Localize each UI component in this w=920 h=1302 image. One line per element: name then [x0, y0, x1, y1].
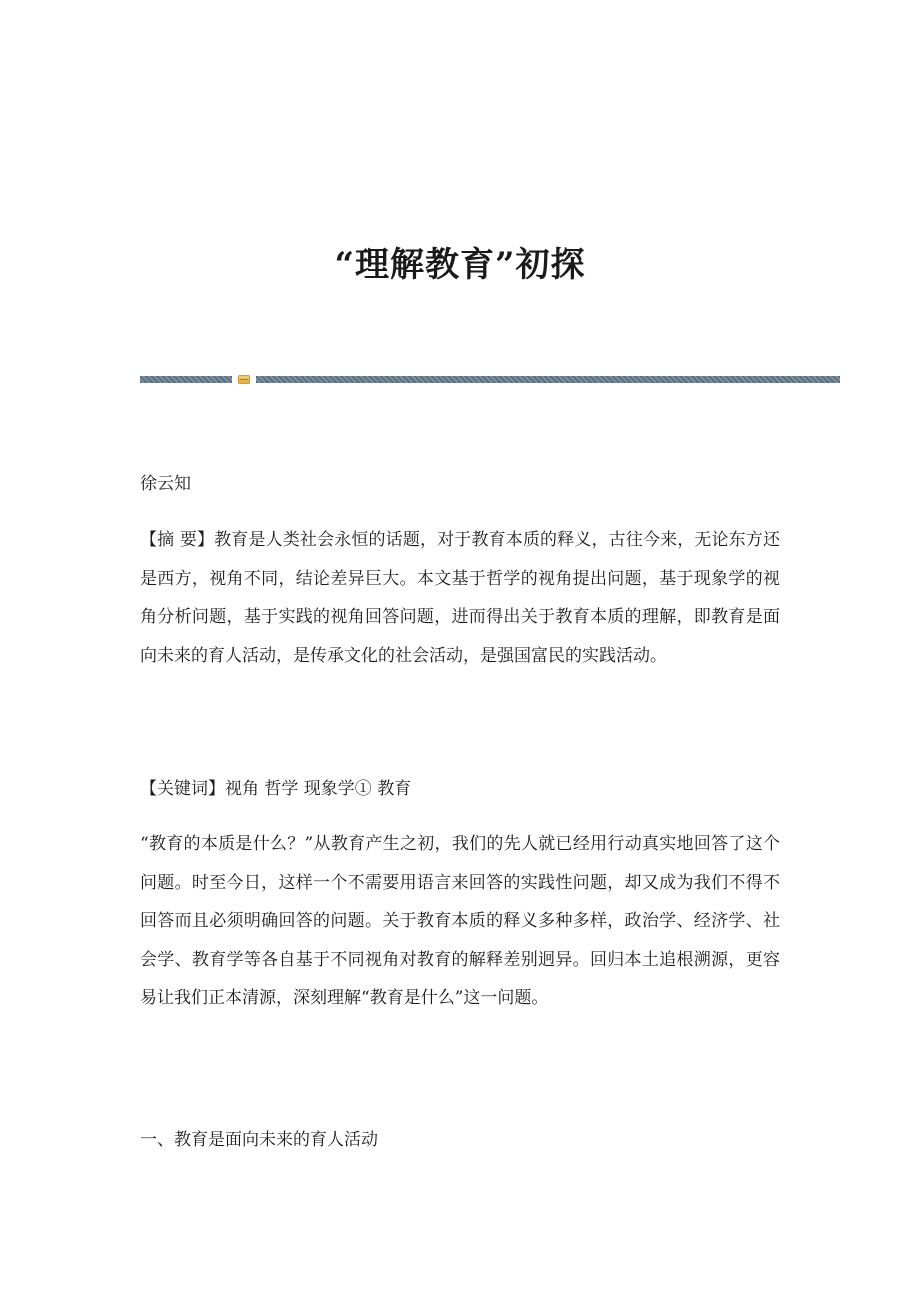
document-title: “理解教育”初探 [334, 244, 586, 285]
keywords-line: 【关键词】视角 哲学 现象学① 教育 [140, 779, 412, 799]
abstract-paragraph: 【摘 要】教育是人类社会永恒的话题，对于教育本质的释义，古往今来，无论东方还是西方，视角不同，结论差异巨大。本文基于哲学的视角提出问题，基于现象学的视角分析问题，基于实践的视角回答问题，进而得出关于教育本质的理解，即教育是面向未来的育人活动，是传承文化的社会活动，是强国富民的实践活动。 [140, 530, 780, 666]
divider-bar-right [256, 376, 840, 383]
divider-ornament-icon [238, 375, 250, 384]
body-paragraph: “教育的本质是什么？”从教育产生之初，我们的先人就已经用行动真实地回答了这个问题。时至今日，这样一个不需要用语言来回答的实践性问题，却又成为我们不得不回答而且必须明确回答的问题。关于教育本质的释义多种多样，政治学、经济学、社会学、教育学等各自基于不同视角对教育的解释差别迥异。回归本土追根溯源，更容易让我们正本清源，深刻理解“教育是什么”这一问题。 [140, 834, 780, 1008]
divider-bar-left [140, 376, 232, 383]
author-name: 徐云知 [140, 474, 191, 494]
title-divider [140, 375, 840, 384]
section-heading: 一、教育是面向未来的育人活动 [140, 1130, 378, 1150]
